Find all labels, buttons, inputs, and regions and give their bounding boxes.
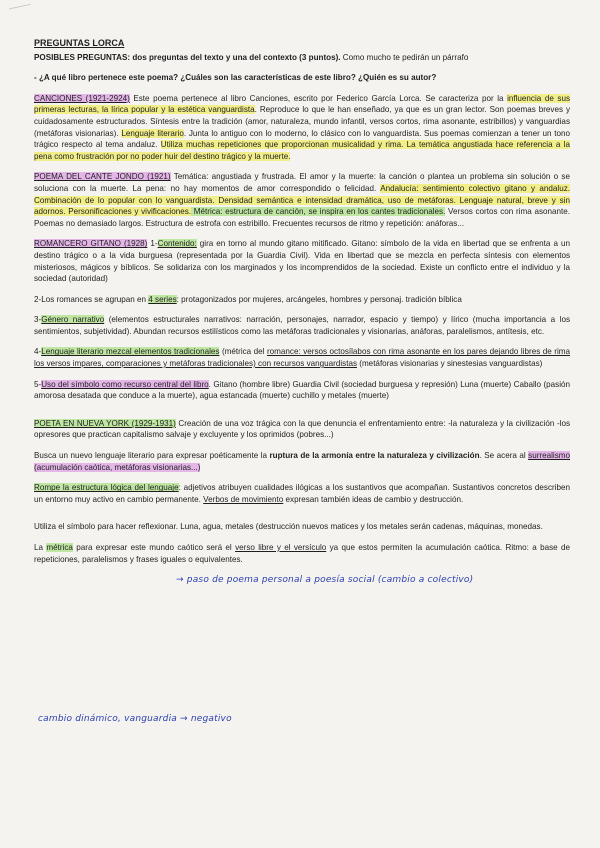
romancero-p2-text-2: : protagonizados por mujeres, arcángeles, hombres y personaj. tradición bíblica — [176, 294, 462, 304]
romancero-p4-romance: romance — [266, 347, 299, 357]
cante-jondo-text-2: Versos cortos con rima asonante. Poemas no demasiado largos. Estructura de estrofa con estribillo. Frecuentes recursos de ritmo y repetición: anáforas... — [34, 207, 571, 228]
handwritten-gap-2 — [34, 509, 570, 521]
ny-rompe-text-2: expresan también ideas de cambio y destrucción. — [283, 494, 464, 504]
ny-m1-text-2: para expresar este mundo caótico será el — [72, 543, 236, 552]
canciones-heading: CANCIONES (1921-2924) — [34, 93, 130, 103]
cante-jondo-highlight-2: Métrica: estructura de canción, se inspira en los cantes tradicionales. — [191, 207, 446, 217]
nueva-york-text-1: Creación de una voz trágica con la que denuncia el enfrentamiento entre: -la naturaleza y la civilización -los opresores que practican capitalismo salvaje y excluyente y los oprimidos (pobres...) — [34, 418, 570, 440]
romancero-p4-text-3: (metáforas visionarias y sinestesias vanguardistas) — [357, 359, 543, 369]
romancero-p2-label: 4 series — [148, 294, 177, 304]
handwritten-note-cambio: cambio dinámico, vanguardia → negativo — [38, 714, 232, 724]
romancero-p4-text-2: : versos octosílabos con rima asonante en los pares dejando libres de rima los versos impares, comparaciones y metáforas tradicionales) con recursos vanguardistas — [34, 347, 570, 369]
handwritten-note-social: → paso de poema personal a poesía social (cambio a colectivo) — [176, 575, 474, 585]
ny-b1-ruptura: ruptura de la armonía entre la naturaleza y civilización — [269, 451, 480, 461]
ny-b1-text-2: . Se acera al — [479, 451, 529, 461]
cante-jondo-heading: POEMA DEL CANTE JONDO (1921) — [34, 172, 171, 182]
romancero-p1-label: Contenido: — [157, 239, 197, 249]
nueva-york-simbolo-paragraph: Utiliza el símbolo para hacer reflexionar. Luna, agua, metales (destrucción nuevos matices y los metales serán cadenas, máquinas, monedas. — [34, 522, 543, 532]
canciones-text-2: . Reproduce lo que le han enseñado, ya que es un gran lector. Son poemas breves y cuidadosamente estructurados. Síntesis entre la tradición (amor, naturaleza, mundo infantil, versos cortos, rima asonante, estribillos) y vanguardias (metáforas visionarias). — [34, 105, 570, 138]
romancero-p4-label: Lenguaje literario mezcal elementos tradicionales — [41, 347, 220, 357]
main-question: - ¿A qué libro pertenece este poema? ¿Cuáles son las características de este libro? ¿Quién es su autor? — [34, 73, 437, 83]
nueva-york-lenguaje-paragraph — [34, 450, 570, 473]
romancero-p3-label: Género narrativo — [41, 315, 105, 325]
cante-jondo-paragraph — [34, 171, 570, 229]
romancero-point-4 — [34, 346, 570, 369]
cante-jondo-highlight-1: Andalucía: sentimiento colectivo gitano y andaluz. Combinación de lo popular con lo vanguardista. Densidad semántica e intensidad dramática, uso de metáforas. Lenguaje natural, breve y sin adornos. Personificaciones y vivificaciones. — [34, 183, 570, 217]
romancero-p3-text: (elementos estructurales narrativos: narración, personajes, narrador, espacio y tiempo) y lírico (mucha importancia a los sentimientos, subjetividad). Abundan recursos estilísticos como las metáforas tradicionales y visionarias, anáforas, paralelismos, antítesis, etc. — [34, 315, 570, 336]
romancero-p4-text-1: (métrica del — [219, 347, 267, 357]
nueva-york-heading: POETA EN NUEVA YORK (1929-1931) — [34, 418, 176, 428]
ny-m1-verso-libre: verso libre y el versículo — [235, 543, 327, 552]
ny-b1-text: Busca un nuevo lenguaje literario para expresar poéticamente la — [34, 451, 270, 461]
nueva-york-paragraph — [34, 418, 570, 441]
canciones-text-1: Este poema pertenece al libro Canciones, escrito por Federico García Lorca. Se caracteriza por la — [129, 93, 508, 103]
cante-jondo-text-1: Temática: angustiada y frustrada. El amor y la muerte: la canción o plantea un problema sin solución o se soluciona con la muerte. La pena: no hay momentos de amor correspondido o felicidad. — [34, 172, 570, 193]
romancero-p5-text: . Gitano (hombre libre) Guardia Civil (sociedad burguesa y represión) Luna (muerte) Caballo (pasión amorosa desatada que conduce a la muerte), agua estancada (muerte) cuchillo y metales (muerte) — [34, 379, 570, 401]
canciones-paragraph — [34, 93, 570, 163]
ny-verbos: Verbos de movimiento — [203, 494, 284, 504]
romancero-p5-num: 5- — [34, 379, 42, 389]
romancero-p1-text: gira en torno al mundo gitano mitificado. Gitano: símbolo de la vida en libertad que se enfrenta a un destino trágico o a la vida burguesa (representada por la Guardia Civil). Vida en libertad que se mezcla en perfecta síntesis con elementos misteriosos, mágicos y bíblicos. Se solidariza con los marginados y los incomprendidos de la sociedad. Existe un conflicto entre el individuo y la sociedad (autoridad) — [34, 239, 570, 284]
romancero-p2-text-1: 2-Los romances se agrupan en — [34, 294, 149, 304]
ny-rompe-text: : adjetivos atribuyen cualidades ilógicas a los sustantivos que acompañan. Sustantivos concretos describen un entorno muy activo en cambio permanente. — [34, 483, 570, 504]
nueva-york-metrica-paragraph — [34, 542, 570, 565]
nueva-york-rompe-paragraph — [34, 482, 570, 505]
romancero-point-5 — [34, 379, 570, 402]
romancero-p5-label: Uso del símbolo como recurso central del libro — [41, 379, 209, 389]
romancero-point-1 — [34, 238, 570, 284]
romancero-point-2 — [34, 294, 570, 306]
intro-rest: Como mucho te pedirán un párrafo — [340, 52, 469, 62]
ny-b1-surrealismo: surrealismo — [528, 451, 570, 461]
romancero-p4-num: 4- — [34, 347, 42, 357]
ny-rompe-label: Rompe la estructura lógica del lenguaje — [34, 483, 179, 493]
canciones-highlight-3: Utiliza muchas repeticiones que proporcionan musicalidad y rima. La temática angustiada hace referencia a la pena como frustración por no poder huir del destino trágico y la muerte. — [34, 140, 570, 161]
intro-bold: POSIBLES PREGUNTAS: dos preguntas del texto y una del contexto (3 puntos). — [34, 52, 341, 62]
romancero-p3-num: 3- — [34, 315, 42, 325]
canciones-highlight-2: Lenguaje literario — [121, 128, 184, 138]
document-title: PREGUNTAS LORCA — [34, 38, 125, 48]
corner-scribble — [9, 4, 33, 19]
canciones-text-3: . Junta lo antiguo con lo moderno, lo clásico con lo vanguardista. Sus poemas comienzan a tener un tono trágico respecto al tema andaluz. — [34, 128, 570, 150]
canciones-highlight-1: influencia de sus primeras lecturas, la lírica popular y la estética vanguardista — [34, 93, 570, 115]
document-body — [34, 38, 570, 574]
ny-m1-metrica: métrica — [46, 543, 73, 552]
ny-b1-paren: (acumulación caótica, metáforas visionarias...) — [34, 462, 201, 472]
intro-paragraph — [34, 52, 570, 64]
handwritten-gap-1 — [34, 406, 570, 418]
romancero-point-3 — [34, 314, 570, 337]
ny-m1-text: La — [34, 543, 47, 552]
romancero-heading: ROMANCERO GITANO (1928) — [34, 239, 148, 249]
romancero-p1-num: 1- — [147, 239, 158, 249]
ny-m1-text-3: ya que estos permiten la acumulación caótica. Ritmo: a base de repeticiones, paralelismos y frases iguales o equivalentes. — [34, 543, 570, 564]
